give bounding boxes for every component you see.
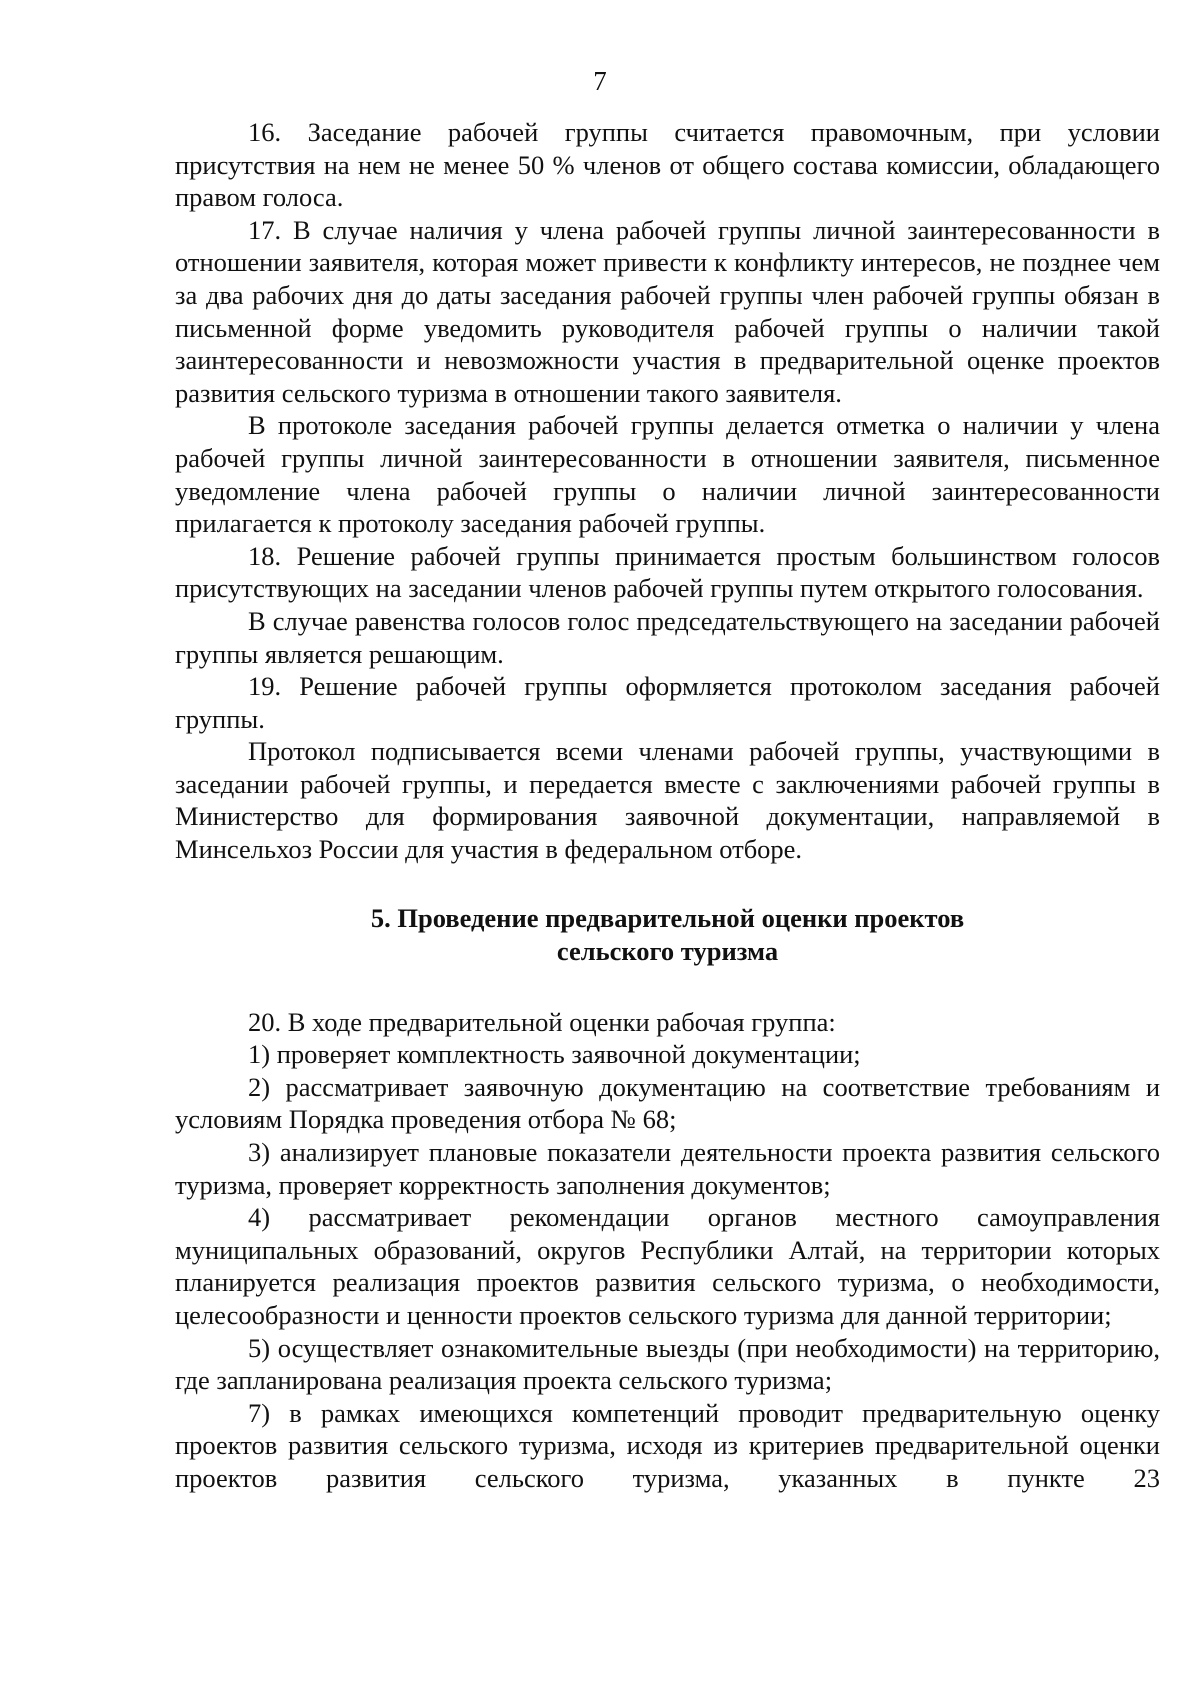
paragraph-19: 19. Решение рабочей группы оформляется протоколом заседания рабочей группы. bbox=[175, 671, 1160, 734]
section-heading-line-2: сельского туризма bbox=[556, 935, 779, 966]
page-number: 7 bbox=[593, 66, 607, 96]
list-item-4: 4) рассматривает рекомендации органов местного самоуправления муниципальных образований, округов Республики Алтай, на территории которых планируется реализация проектов развития сельского туризма, о необходимости, целесообразности и ценности проектов сельского туризма для данной территории; bbox=[175, 1202, 1160, 1330]
document-body bbox=[175, 116, 1160, 1495]
paragraph-18: 18. Решение рабочей группы принимается простым большинством голосов присутствующих на заседании членов рабочей группы путем открытого голосования. bbox=[175, 540, 1160, 604]
list-item-5: 5) осуществляет ознакомительные выезды (при необходимости) на территорию, где запланирована реализация проекта сельского туризма; bbox=[175, 1332, 1160, 1396]
list-item-2: 2) рассматривает заявочную документацию на соответствие требованиям и условиям Порядка проведения отбора № 68; bbox=[175, 1071, 1160, 1135]
list-item-3: 3) анализирует плановые показатели деятельности проекта развития сельского туризма, проверяет корректность заполнения документов; bbox=[175, 1137, 1160, 1200]
paragraph-17-protocol-note: В протоколе заседания рабочей группы делается отметка о наличии у члена рабочей группы личной заинтересованности в отношении заявителя, письменное уведомление члена рабочей группы о наличии личной заинтересованности прилагается к протоколу заседания рабочей группы. bbox=[175, 410, 1160, 539]
section-heading bbox=[175, 902, 1160, 968]
paragraph-20: 20. В ходе предварительной оценки рабочая группа: bbox=[248, 1006, 836, 1037]
paragraph-16: 16. Заседание рабочей группы считается правомочным, при условии присутствия на нем не менее 50 % членов от общего состава комиссии, обладающего правом голоса. bbox=[175, 117, 1160, 213]
paragraph-19-protocol-signing: Протокол подписывается всеми членами рабочей группы, участвующими в заседании рабочей группы, и передается вместе с заключениями рабочей группы в Министерство для формирования заявочной документации, направляемой в Минсельхоз России для участия в федеральном отборе. bbox=[175, 736, 1160, 865]
list-item-7: 7) в рамках имеющихся компетенций проводит предварительную оценку проектов развития сельского туризма, исходя из критериев предварительной оценки проектов развития сельского туризма, указанных в пункте 23 bbox=[175, 1397, 1160, 1493]
list-item-1: 1) проверяет комплектность заявочной документации; bbox=[248, 1039, 861, 1070]
paragraph-18-tie-vote: В случае равенства голосов голос председательствующего на заседании рабочей группы является решающим. bbox=[175, 605, 1160, 669]
paragraph-17: 17. В случае наличия у члена рабочей группы личной заинтересованности в отношении заявителя, которая может привести к конфликту интересов, не позднее чем за два рабочих дня до даты заседания рабочей группы член рабочей группы обязан в письменной форме уведомить руководителя рабочей группы о наличии такой заинтересованности и невозможности участия в предварительной оценке проектов развития сельского туризма в отношении такого заявителя. bbox=[175, 214, 1160, 408]
section-heading-line-1: 5. Проведение предварительной оценки проектов bbox=[370, 902, 965, 933]
